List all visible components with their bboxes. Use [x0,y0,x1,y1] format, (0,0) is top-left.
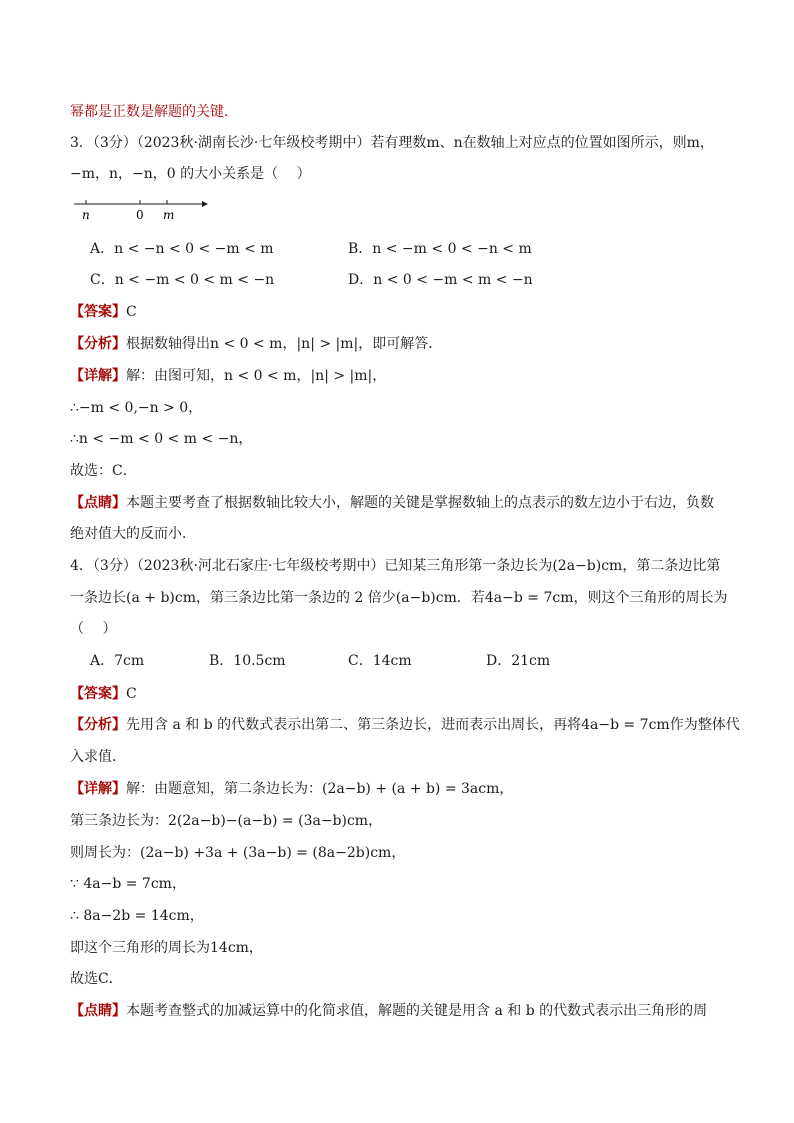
comment-line: 绝对值大的反而小． [70,526,196,542]
analysis-tag: 【分析】 [70,336,126,352]
answer-value: C [126,304,137,320]
question-3-comment [70,493,714,513]
comment-text: 本题考查整式的加减运算中的化简求值，解题的关键是用含 a 和 b 的代数式表示出三角形的周 [126,1003,708,1019]
question-3-option-c: C．n < −m < 0 < m < −n [90,272,275,288]
question-4-stem: 4．（3分）（2023秋·河北石家庄·七年级校考期中）已知某三角形第一条边长为(2a−b)cm，第二条边比第 [70,558,721,574]
analysis-text: 根据数轴得出n < 0 < m，|n| > |m|，即可解答． [126,336,443,352]
detail-line: ∴−m < 0,−n > 0， [70,400,203,416]
comment-tag: 【点睛】 [70,1003,126,1019]
question-4-stem-cont: 一条边长(a + b)cm，第三条边比第一条边的 2 倍少(a−b)cm．若4a−b = 7cm，则这个三角形的周长为 [70,590,728,606]
question-4-stem-cont: （ ） [70,621,117,637]
comment-text: 本题主要考查了根据数轴比较大小，解题的关键是掌握数轴上的点表示的数左边小于右边，负数 [126,495,714,511]
answer-tag: 【答案】 [70,686,126,702]
question-4-answer [70,684,137,704]
question-4-detail [70,779,513,799]
question-3-detail [70,366,386,386]
question-3-stem-cont: −m，n，−n，0 的大小关系是（ ） [70,166,311,182]
detail-line: 故选C． [70,971,123,987]
question-3-option-d: D．n < 0 < −m < m < −n [348,272,533,288]
question-3-stem: 3．（3分）（2023秋·湖南长沙·七年级校考期中）若有理数m、n在数轴上对应点的位置如图所示，则m， [70,135,714,151]
detail-tag: 【详解】 [70,781,126,797]
detail-text: 解：由题意知，第二条边长为：(2a−b) + (a + b) = 3acm， [126,781,514,797]
detail-line: 即这个三角形的周长为14cm， [70,940,263,956]
question-4-comment [70,1001,707,1021]
detail-line: ∴ 8a−2b = 14cm， [70,908,204,924]
comment-tag: 【点睛】 [70,495,126,511]
question-3-analysis [70,334,442,354]
number-line-figure [70,198,210,224]
analysis-text: 先用含 a 和 b 的代数式表示出第二、第三条边长，进而表示出周长，再将4a−b = 7cm作为整体代 [126,717,740,733]
question-4-option-d: D．21cm [486,653,551,669]
detail-line: 则周长为：(2a−b) +3a + (3a−b) = (8a−2b)cm， [70,845,406,861]
detail-line: 故选：C． [70,463,137,479]
question-3-option-a: A．n < −n < 0 < −m < m [90,241,274,257]
detail-tag: 【详解】 [70,368,126,384]
question-3-option-b: B．n < −m < 0 < −n < m [348,241,532,257]
number-line-label-m: m [163,208,175,222]
number-line-label-n: n [82,208,90,222]
analysis-tag: 【分析】 [70,717,126,733]
detail-line: ∴n < −m < 0 < m < −n， [70,431,253,447]
analysis-line: 入求值． [70,749,126,765]
answer-value: C [126,686,137,702]
question-4-option-a: A．7cm [90,653,145,669]
question-4-analysis [70,715,740,735]
detail-line: ∵ 4a−b = 7cm， [70,876,186,892]
number-line-label-0: 0 [136,208,144,222]
question-3-answer [70,302,137,322]
question-4-option-c: C．14cm [348,653,412,669]
answer-tag: 【答案】 [70,304,126,320]
text-line: 幂都是正数是解题的关键． [70,104,238,120]
detail-text: 解：由图可知，n < 0 < m，|n| > |m|， [126,368,387,384]
detail-line: 第三条边长为：2(2a−b)−(a−b) = (3a−b)cm， [70,813,383,829]
question-4-option-b: B．10.5cm [209,653,286,669]
